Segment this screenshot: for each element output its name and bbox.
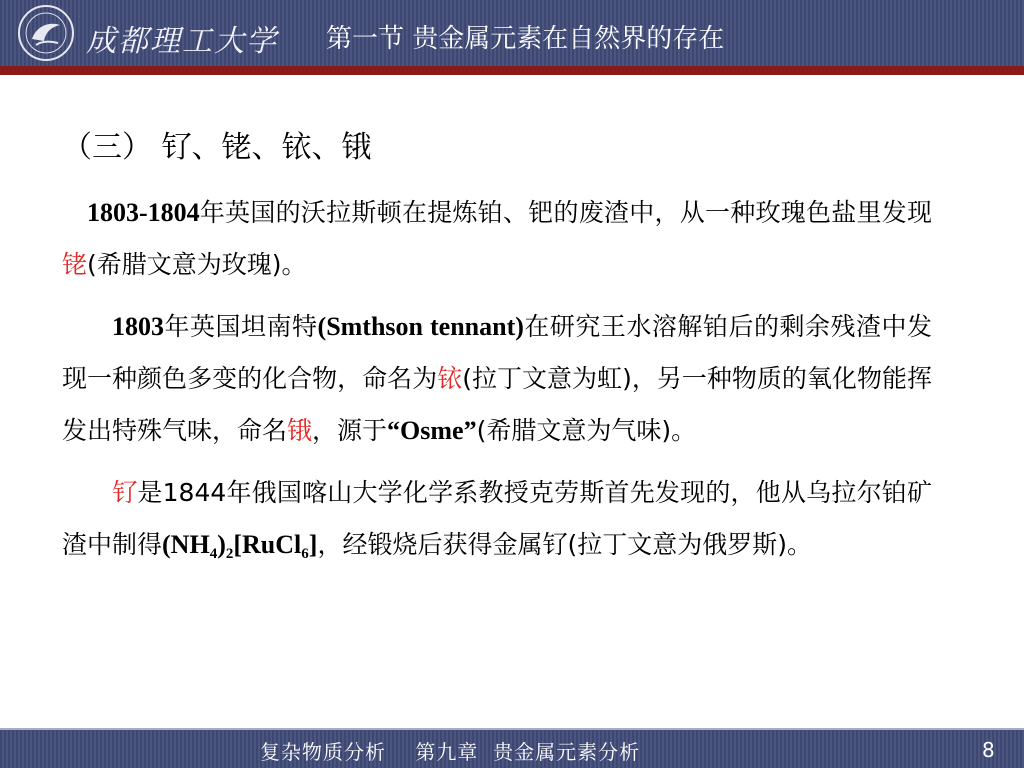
paragraph-text: (希腊文意为气味)。 [476,416,697,445]
section-heading: （三） 钌、铑、铱、锇 [62,130,372,165]
year-text: 1803-1804 [87,198,200,227]
quote-text: “Osme” [387,416,477,445]
formula-part: (NH [162,530,210,559]
school-name: 成都理工大学 [86,24,278,59]
formula-subscript: 2 [225,546,234,562]
slide-footer [0,728,1024,768]
element-name-iridium: 铱 [437,364,463,393]
element-name-rhodium: 铑 [62,250,88,279]
paragraph-text: (希腊文意为玫瑰)。 [87,250,307,279]
formula-subscript: 6 [301,546,309,562]
paragraph-iridium-osmium [62,301,932,457]
chemical-formula [162,530,318,562]
paragraph-text: 年英国坦南特 [164,312,318,341]
paragraph-rhodium [62,187,932,291]
paragraph-text: ，经锻烧后获得金属钌(拉丁文意为俄罗斯)。 [317,530,812,559]
year-text: 1803 [112,312,164,341]
element-name-ruthenium: 钌 [112,478,138,507]
paragraph-text: ，源于 [312,416,388,445]
header-divider [0,66,1024,75]
element-name-osmium: 锇 [287,416,313,445]
formula-part: ] [308,530,318,559]
slide-body [62,187,932,581]
paragraph-text: 年英国的沃拉斯顿在提炼铂、钯的废渣中，从一种玫瑰色盐里发现 [199,198,932,227]
page-number: 8 [982,738,995,762]
formula-subscript: 4 [209,546,218,562]
paragraph-text: 是1844年俄国喀山大学化学系教授克劳斯首先发现的，他从乌拉尔铂矿渣中制得 [62,478,932,559]
formula-part: [RuCl [233,530,302,559]
slide-title: 第一节 贵金属元素在自然界的存在 [326,24,725,54]
paragraph-text: (拉丁文意为虹)，另一种物质的氧化物能挥发出特殊气味，命名 [62,364,932,445]
paragraph-text: 在研究王水溶解铂后的剩余残渣中发现一种颜色多变的化合物，命名为 [62,312,932,393]
slide-header [0,0,1024,66]
formula-part: ) [217,530,226,559]
footer-course-chapter: 复杂物质分析 第九章 贵金属元素分析 [260,740,641,764]
paragraph-ruthenium [62,467,932,571]
person-name: (Smthson tennant) [317,312,524,341]
university-emblem-icon [18,5,74,61]
